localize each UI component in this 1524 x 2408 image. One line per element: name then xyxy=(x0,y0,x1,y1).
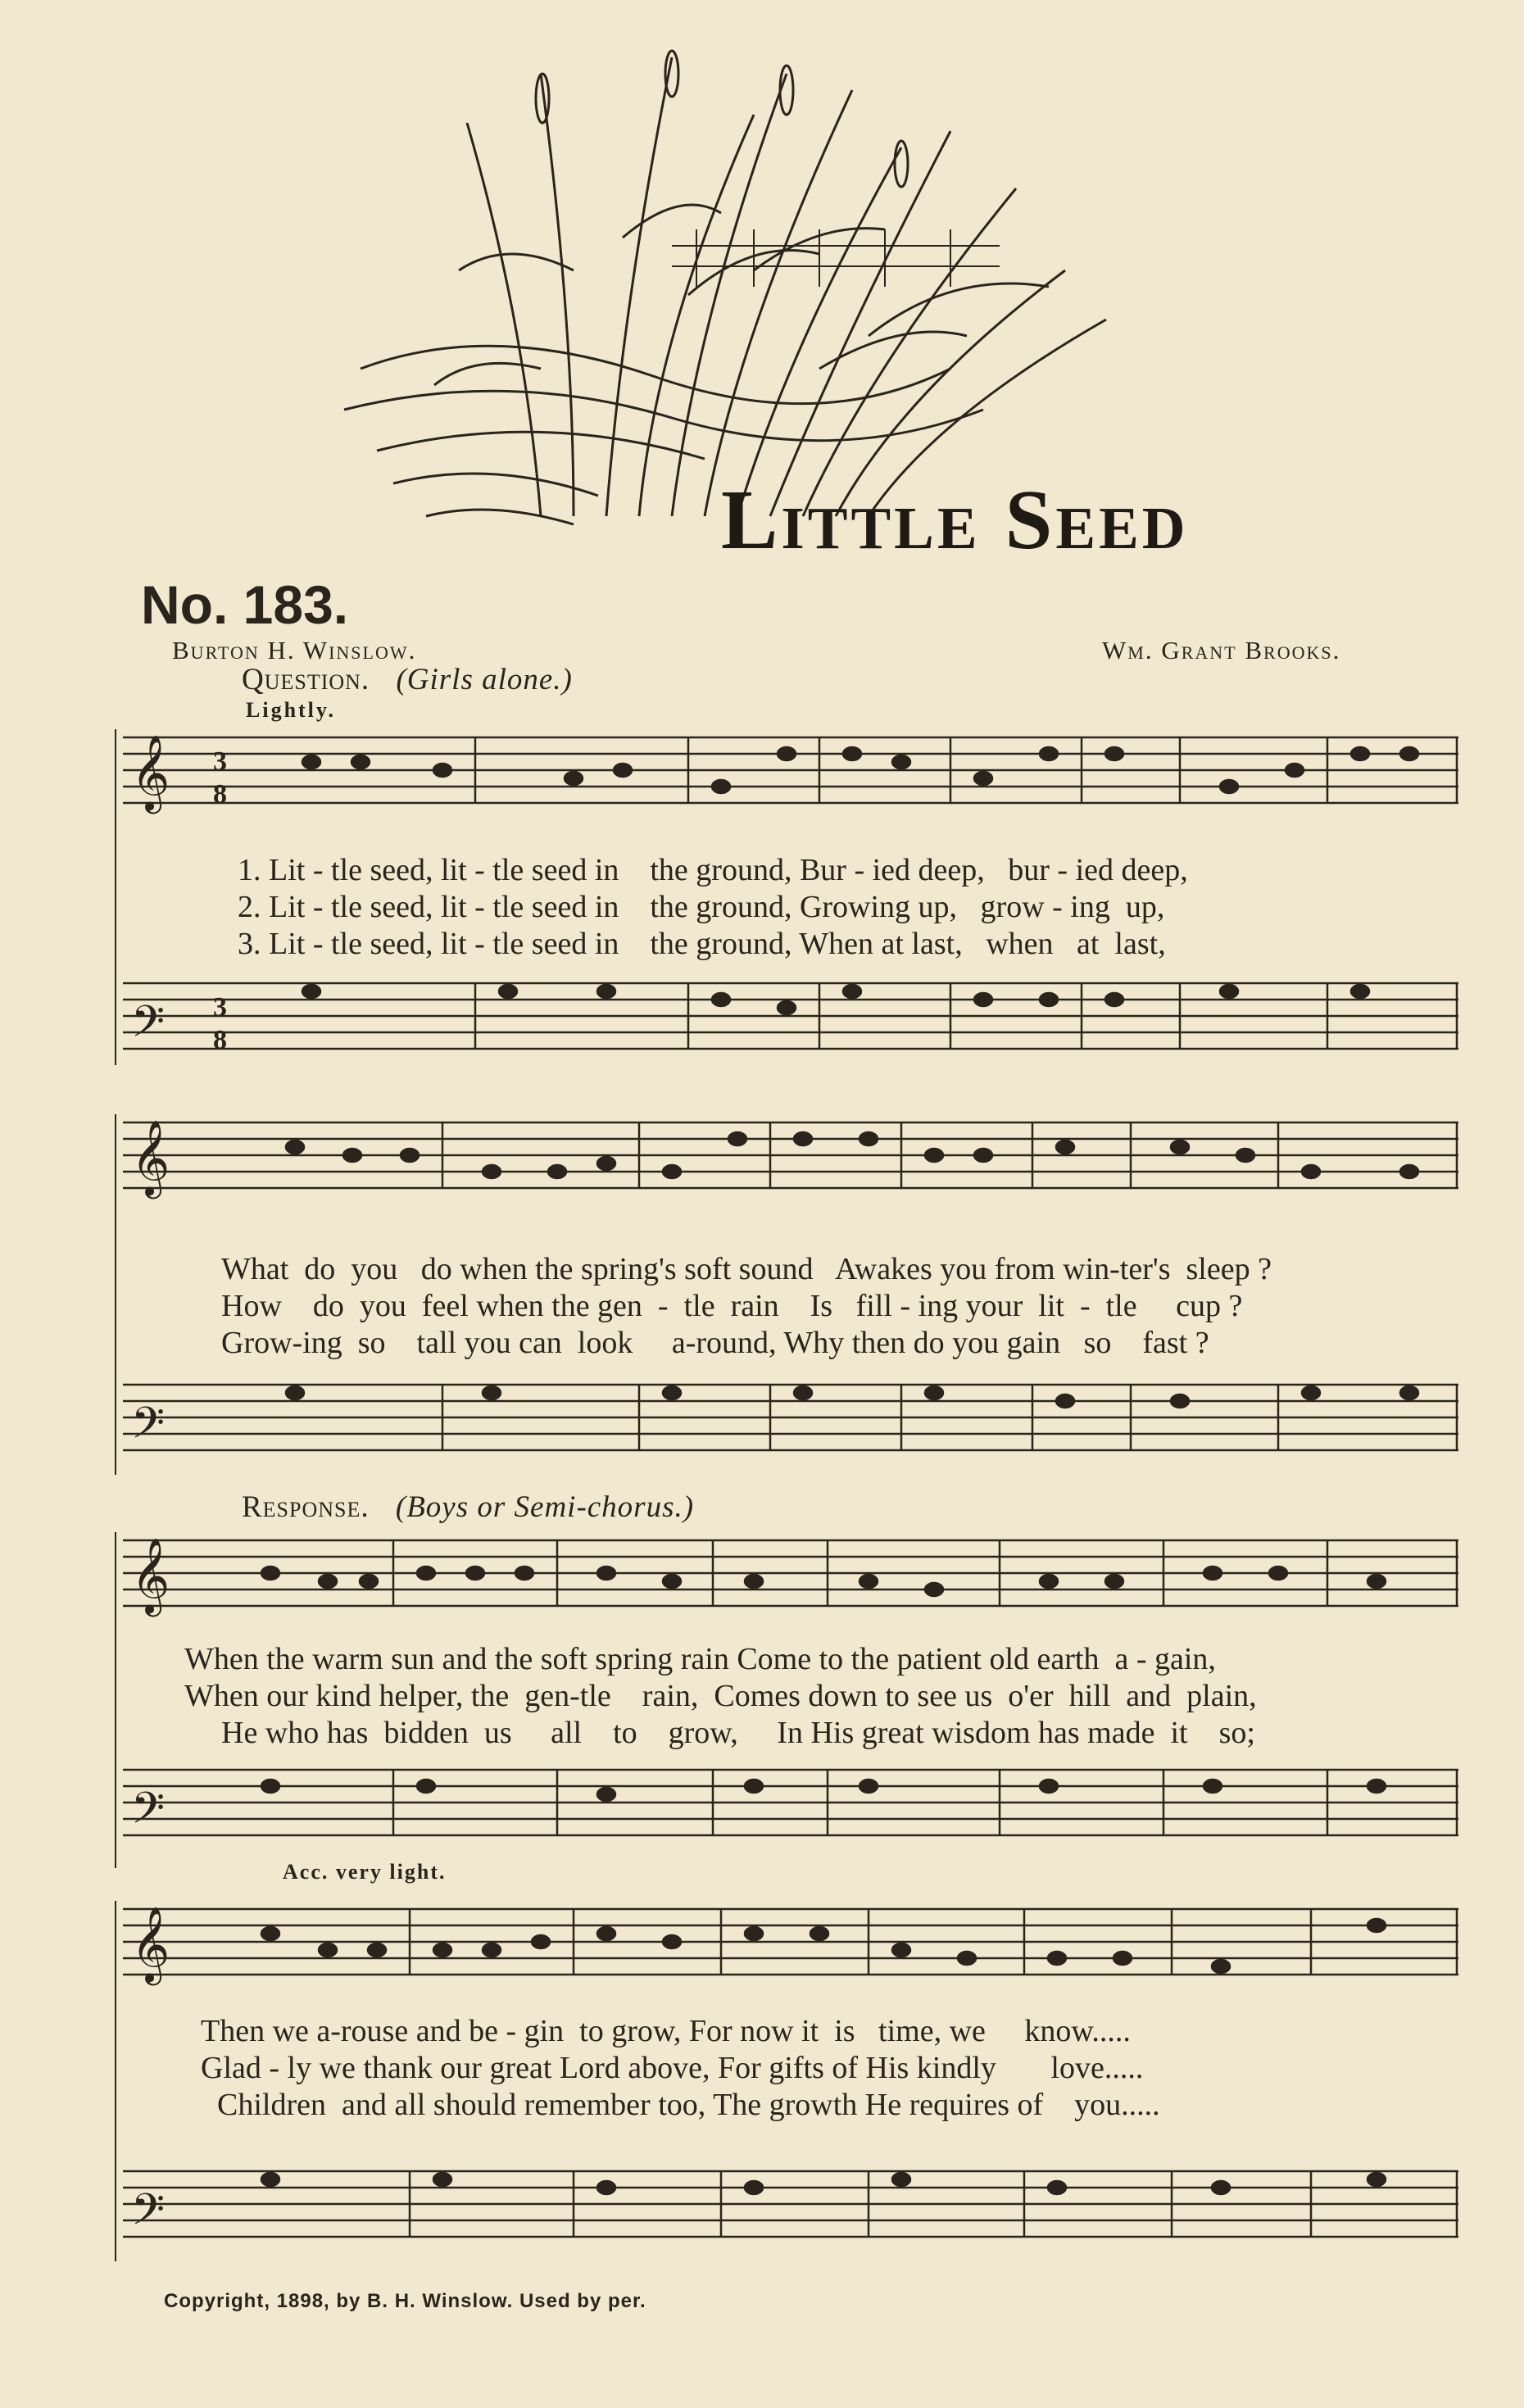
question-label xyxy=(242,662,573,697)
hymn-title: Little Seed xyxy=(721,473,1189,567)
lyric-line: 1. Lit - tle seed, lit - tle seed in the ground, Bur - ied deep, bur - ied deep, xyxy=(238,853,1188,887)
response-note: (Boys or Semi-chorus.) xyxy=(395,1490,695,1524)
svg-text:𝄢: 𝄢 xyxy=(131,998,166,1056)
accompaniment-note: Acc. very light. xyxy=(283,1860,447,1884)
lyric-line: When the warm sun and the soft spring rain Come to the patient old earth a - gain, xyxy=(184,1642,1216,1676)
svg-text:𝄢: 𝄢 xyxy=(131,1399,166,1458)
svg-text:𝄞: 𝄞 xyxy=(131,1909,170,1981)
svg-text:𝄢: 𝄢 xyxy=(131,1784,166,1843)
composer-credit: Wm. Grant Brooks. xyxy=(1102,636,1341,664)
lyric-line: Then we a-rouse and be - gin to grow, For now it is time, we know..... xyxy=(201,2014,1131,2048)
lyricist-credit: Burton H. Winslow. xyxy=(172,636,417,664)
response-label xyxy=(242,1490,694,1525)
svg-text:8: 8 xyxy=(213,779,227,809)
svg-text:𝄞: 𝄞 xyxy=(131,737,170,809)
lyric-line: 3. Lit - tle seed, lit - tle seed in the ground, When at last, when at last, xyxy=(238,927,1166,961)
lyric-line: Children and all should remember too, The growth He requires of you..... xyxy=(217,2088,1160,2122)
svg-text:3: 3 xyxy=(213,992,227,1023)
lyric-line: What do you do when the spring's soft sound Awakes you from win-ter's sleep ? xyxy=(221,1252,1272,1286)
hymn-number: No. 183. xyxy=(141,574,349,635)
svg-text:3: 3 xyxy=(213,746,227,777)
lyric-line: 2. Lit - tle seed, lit - tle seed in the ground, Growing up, grow - ing up, xyxy=(238,890,1165,924)
question-heading: Question. xyxy=(242,663,370,696)
lyric-line: He who has bidden us all to grow, In His great wisdom has made it so; xyxy=(221,1716,1255,1750)
tempo-marking: Lightly. xyxy=(246,698,336,722)
lyric-line: Glad - ly we thank our great Lord above, For gifts of His kindly love..... xyxy=(201,2051,1144,2085)
lyric-line: How do you feel when the gen - tle rain Is fill - ing your lit - tle cup ? xyxy=(221,1289,1243,1323)
svg-text:𝄞: 𝄞 xyxy=(131,1540,170,1612)
svg-text:𝄞: 𝄞 xyxy=(131,1122,170,1195)
lyric-line: When our kind helper, the gen-tle rain, Comes down to see us o'er hill and plain, xyxy=(184,1679,1257,1713)
response-heading: Response. xyxy=(242,1490,370,1524)
svg-text:8: 8 xyxy=(213,1025,227,1055)
svg-text:𝄢: 𝄢 xyxy=(131,2186,166,2244)
copyright-notice: Copyright, 1898, by B. H. Winslow. Used by per. xyxy=(164,2290,646,2312)
lyric-line: Grow-ing so tall you can look a-round, Why then do you gain so fast ? xyxy=(221,1326,1209,1360)
question-note: (Girls alone.) xyxy=(396,663,573,696)
